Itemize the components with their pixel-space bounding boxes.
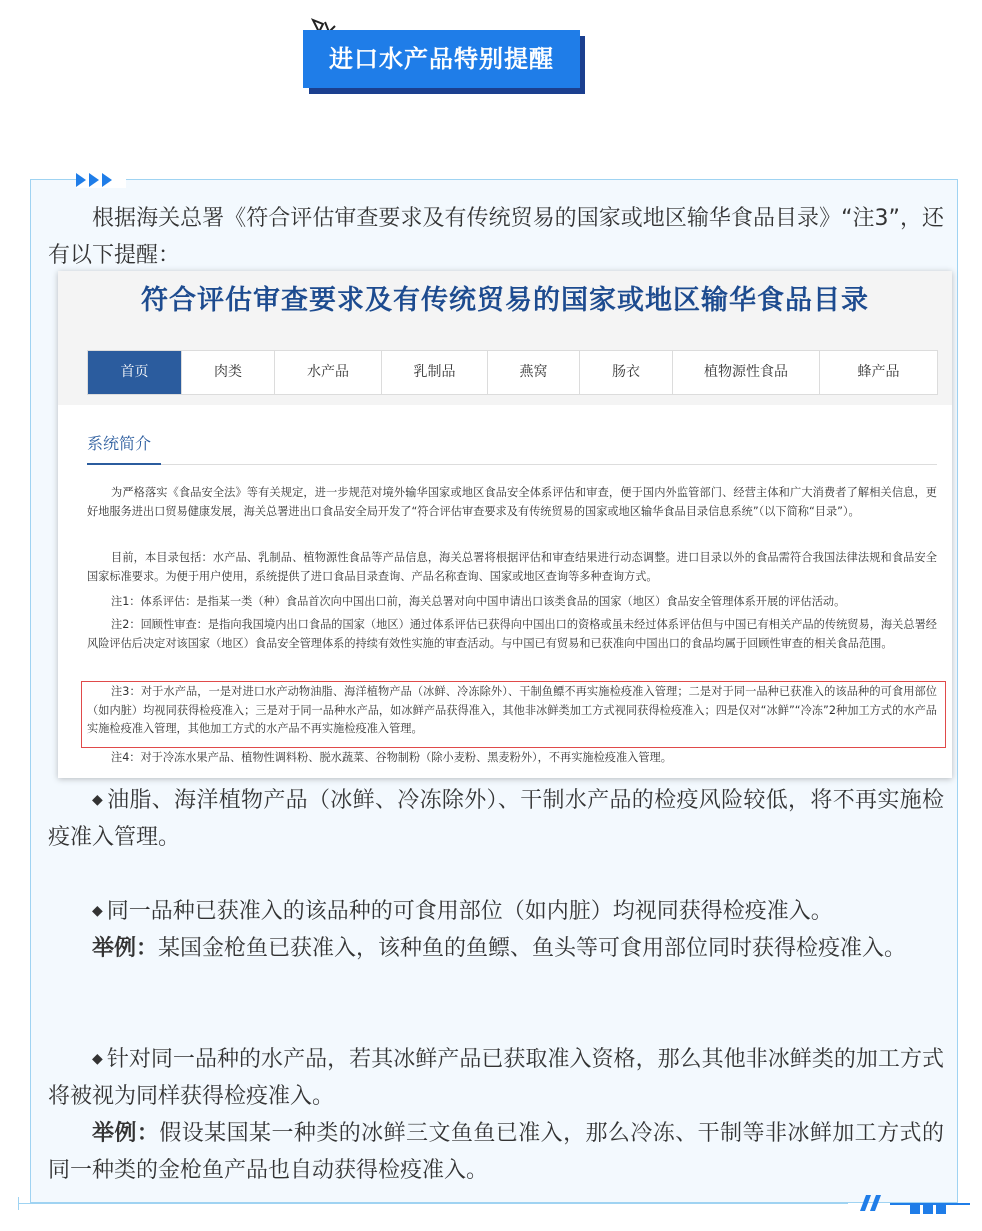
triple-arrow-icon	[76, 172, 126, 188]
nav-item-birds-nest[interactable]: 燕窝	[488, 351, 580, 394]
section-divider	[87, 464, 937, 465]
note-3: 注3：对于水产品，一是对进口水产动物油脂、海洋植物产品（冰鲜、冷冻除外）、干制鱼鳔不再实施检疫准入管理；二是对于同一品种已获准入的该品种的可食用部位（如内脏）均视同获得检疫准入；三是对于同一品种水产品，如冰鲜产品获得准入，其他非冰鲜类加工方式视同获得检疫准入；四是仅对“冰鲜”“冷冻”2种加工方式的水产品实施检疫准入管理，其他加工方式的水产品不再实施检疫准入管理。	[87, 685, 937, 735]
site-header	[58, 271, 952, 405]
point-1: ◆ 油脂、海洋植物产品（冰鲜、冷冻除外）、干制水产品的检疫风险较低，将不再实施检疫准入管理。	[48, 788, 944, 850]
nav-item-home[interactable]: 首页	[88, 351, 182, 394]
nav-item-bee-products[interactable]: 蜂产品	[857, 364, 900, 380]
highlight-box	[81, 681, 946, 748]
badge-title: 进口水产品特别提醒	[303, 30, 580, 88]
square-dots-icon	[910, 1199, 949, 1218]
section-title: 系统简介	[87, 434, 152, 453]
nav-item-plant-food[interactable]: 植物源性食品	[673, 351, 820, 394]
nav-item-meat[interactable]: 肉类	[182, 351, 275, 394]
title-badge	[303, 18, 588, 98]
nav-item-dairy[interactable]: 乳制品	[382, 351, 488, 394]
example-label: 举例：	[92, 936, 159, 961]
nav-item-casing[interactable]: 肠衣	[580, 351, 673, 394]
diamond-icon: ◆	[92, 903, 103, 919]
diamond-icon: ◆	[92, 1051, 103, 1067]
example-label: 举例：	[92, 1121, 160, 1146]
bottom-rule	[18, 1203, 848, 1204]
example-2: 举例：假设某国某一种类的冰鲜三文鱼鱼已准入，那么冷冻、干制等非冰鲜加工方式的同一种类的金枪鱼产品也自动获得检疫准入。	[48, 1121, 944, 1183]
intro-text: 根据海关总署《符合评估审查要求及有传统贸易的国家或地区输华食品目录》“注3”，还有以下提醒：	[48, 206, 944, 268]
nav-item-aquatic[interactable]: 水产品	[275, 351, 382, 394]
section-underline	[87, 463, 161, 465]
note-2: 注2：回顾性审查：是指向我国境内出口食品的国家（地区）通过体系评估已获得向中国出口的资格或虽未经过体系评估但与中国已有相关产品的传统贸易，海关总署经风险评估后决定对该国家（地区）食品安全管理体系的持续有效性实施的审查活动。与中国已有贸易和已获准向中国出口的食品均属于回顾性审查的相关食品范围。	[87, 618, 937, 650]
note-1: 注1：体系评估：是指某一类（种）食品首次向中国出口前，海关总署对向中国申请出口该类食品的国家（地区）食品安全管理体系开展的评估活动。	[111, 595, 846, 608]
point-3: ◆ 针对同一品种的水产品，若其冰鲜产品已获取准入资格，那么其他非冰鲜类的加工方式将被视为同样获得检疫准入。	[48, 1047, 944, 1109]
bottom-rule-tick	[18, 1197, 19, 1210]
example-1: 举例：某国金枪鱼已获准入，该种鱼的鱼鳔、鱼头等可食用部位同时获得检疫准入。	[92, 936, 907, 961]
intro-paragraph-1: 为严格落实《食品安全法》等有关规定，进一步规范对境外输华国家或地区食品安全体系评估和审查，便于国内外监管部门、经营主体和广大消费者了解相关信息，更好地服务进出口贸易健康发展，海关总署进出口食品安全局开发了“符合评估审查要求及有传统贸易的国家或地区输华食品目录信息系统”（以下简称“目录”）。	[87, 486, 937, 518]
note-4: 注4：对于冷冻水果产品、植物性调料粉、脱水蔬菜、谷物制粉（除小麦粉、黑麦粉外），不再实施检疫准入管理。	[111, 751, 672, 764]
double-slash-icon	[854, 1195, 884, 1211]
diamond-icon: ◆	[92, 792, 104, 808]
intro-paragraph-2: 目前，本目录包括：水产品、乳制品、植物源性食品等产品信息，海关总署将根据评估和审查结果进行动态调整。进口目录以外的食品需符合我国法律法规和食品安全国家标准要求。为便于用户使用，系统提供了进口食品目录查询、产品名称查询、国家或地区查询等多种查询方式。	[87, 551, 937, 583]
site-title: 符合评估审查要求及有传统贸易的国家或地区输华食品目录	[141, 285, 869, 316]
point-2: ◆ 同一品种已获准入的该品种的可食用部位（如内脏）均视同获得检疫准入。	[92, 899, 833, 924]
site-nav	[87, 350, 938, 395]
